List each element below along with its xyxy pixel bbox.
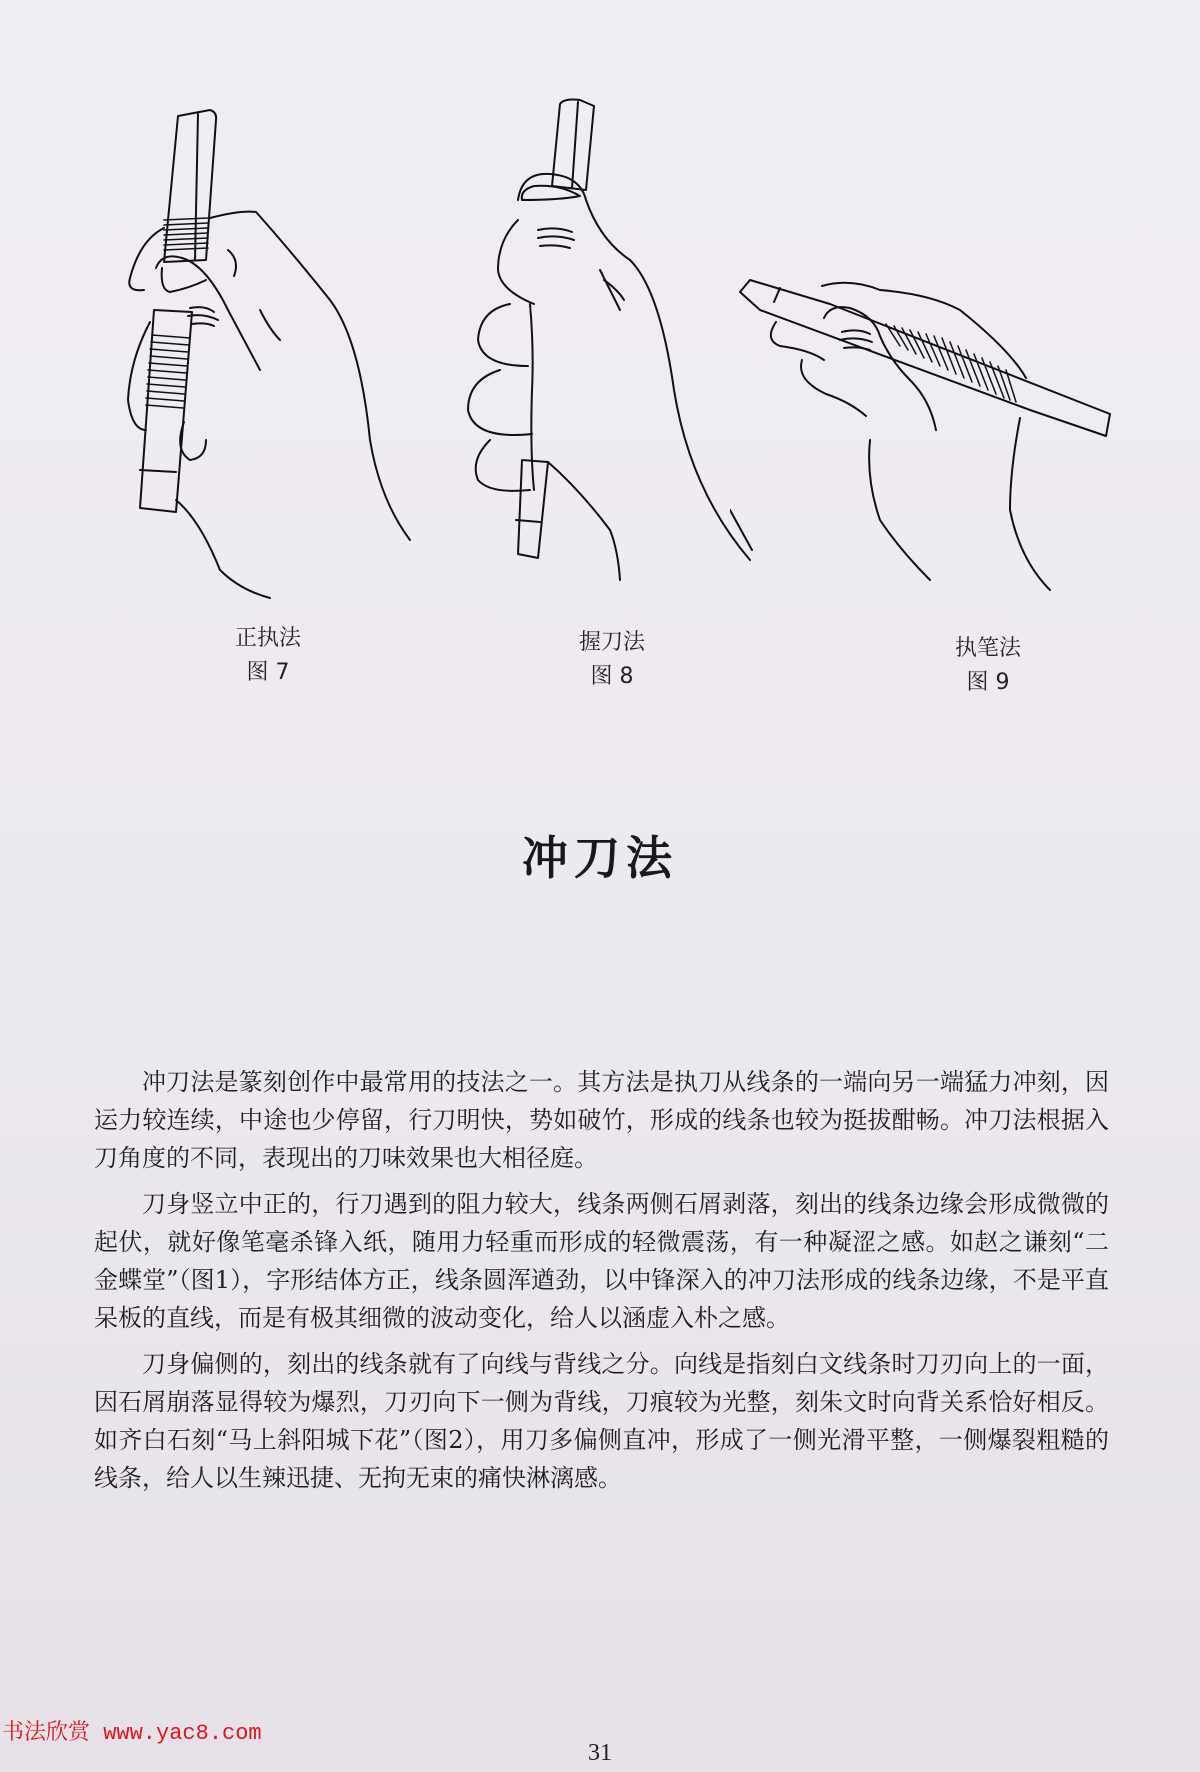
figure-9-illustration	[730, 250, 1130, 610]
section-title: 冲刀法	[522, 831, 678, 885]
figure-9-title: 执笔法	[954, 636, 1021, 661]
watermark-link[interactable]: 书法欣赏 www.yac8.com	[2, 1721, 262, 1746]
figure-9-caption	[888, 632, 1088, 700]
paragraph-1: 冲刀法是篆刻创作中最常用的技法之一。其方法是执刀从线条的一端向另一端猛力冲刻，因运力较连续，中途也少停留，行刀明快，势如破竹，形成的线条也较为挺拔酣畅。冲刀法根据入刀角度的不同，表现出的刀味效果也大相径庭。	[94, 1068, 1109, 1172]
figure-8-title: 握刀法	[578, 630, 645, 655]
figure-7-caption	[168, 622, 368, 690]
paragraph-3: 刀身偏侧的，刻出的线条就有了向线与背线之分。向线是指刻白文线条时刀刃向上的一面，因石屑崩落显得较为爆烈，刀刃向下一侧为背线，刀痕较为光整，刻朱文时向背关系恰好相反。如齐白石刻“马上斜阳城下花”（图2），用刀多偏侧直冲，形成了一侧光滑平整，一侧爆裂粗糙的线条，给人以生辣迅捷、无拘无束的痛快淋漓感。	[94, 1350, 1109, 1492]
hand-holding-knife-like-pen-icon	[730, 250, 1130, 610]
hand-gripping-knife-fist-icon	[460, 90, 760, 590]
figure-8-label: 图 8	[590, 664, 634, 689]
hand-holding-knife-upright-icon	[110, 100, 430, 600]
figure-9-label: 图 9	[966, 670, 1010, 695]
figure-7-illustration	[110, 100, 430, 600]
body-text	[94, 1063, 1109, 1505]
paragraph-2: 刀身竖立中正的，行刀遇到的阻力较大，线条两侧石屑剥落，刻出的线条边缘会形成微微的起伏，就好像笔毫杀锋入纸，随用力轻重而形成的轻微震荡，有一种凝涩之感。如赵之谦刻“二金蝶堂”（图1），字形结体方正，线条圆浑遒劲，以中锋深入的冲刀法形成的线条边缘，不是平直呆板的直线，而是有极其细微的波动变化，给人以涵虚入朴之感。	[94, 1190, 1109, 1332]
figure-7-title: 正执法	[234, 626, 301, 651]
figure-8-illustration	[460, 90, 760, 590]
figure-7-label: 图 7	[246, 660, 290, 685]
page-number: 31	[588, 1740, 612, 1766]
figure-8-caption	[512, 626, 712, 694]
